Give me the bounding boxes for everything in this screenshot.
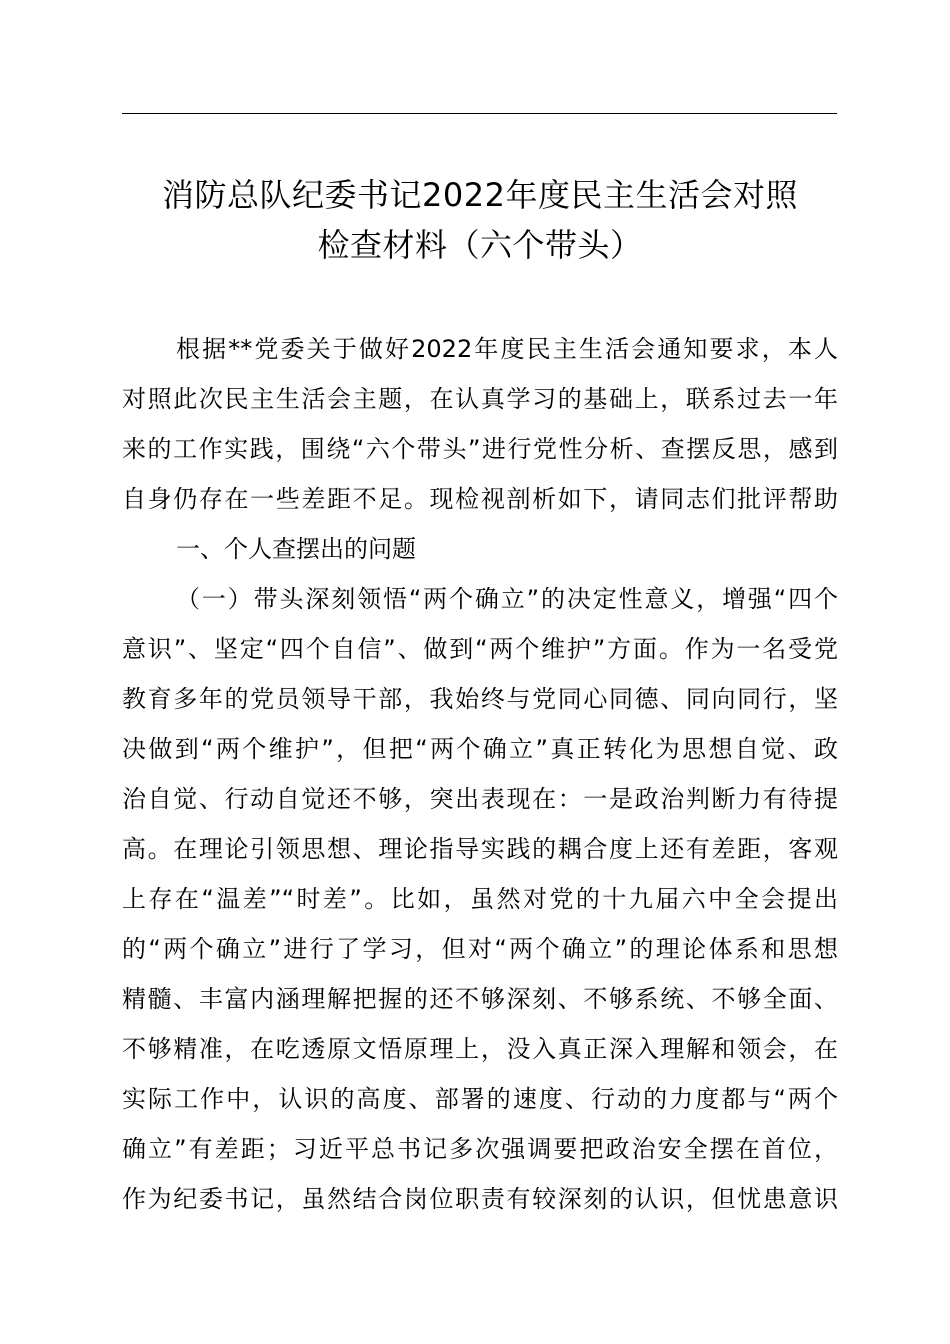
paragraph-2-line-13: 作为纪委书记，虽然结合岗位职责有较深刻的认识，但忧患意识	[122, 1185, 838, 1213]
paragraph-1-line-1: 根据**党委关于做好2022年度民主生活会通知要求，本人	[176, 335, 838, 363]
title-line-1: 消防总队纪委书记2022年度民主生活会对照	[162, 176, 798, 214]
paragraph-2-line-2: 意识”、坚定“四个自信”、做到“两个维护”方面。作为一名受党	[122, 635, 838, 663]
paragraph-2-line-8: 的“两个确立”进行了学习，但对“两个确立”的理论体系和思想	[122, 935, 838, 963]
paragraph-2-line-1: （一）带头深刻领悟“两个确立”的决定性意义，增强“四个	[176, 585, 838, 613]
paragraph-2-line-10: 不够精准，在吃透原文悟原理上，没入真正深入理解和领会，在	[122, 1035, 838, 1063]
paragraph-2-line-4: 决做到“两个维护”，但把“两个确立”真正转化为思想自觉、政	[122, 735, 838, 763]
document-body	[122, 324, 838, 1224]
paragraph-2-line-9: 精髓、丰富内涵理解把握的还不够深刻、不够系统、不够全面、	[122, 985, 838, 1013]
header-rule	[122, 113, 837, 114]
paragraph-2-line-12: 确立”有差距；习近平总书记多次强调要把政治安全摆在首位，	[122, 1135, 838, 1163]
paragraph-2-line-7: 上存在“温差”“时差”。比如，虽然对党的十九届六中全会提出	[122, 885, 838, 913]
document-title	[100, 170, 860, 270]
paragraph-2-line-5: 治自觉、行动自觉还不够，突出表现在：一是政治判断力有待提	[122, 785, 838, 813]
paragraph-1-line-2: 对照此次民主生活会主题，在认真学习的基础上，联系过去一年	[122, 385, 838, 413]
title-line-2: 检查材料（六个带头）	[317, 226, 643, 264]
paragraph-2-line-11: 实际工作中，认识的高度、部署的速度、行动的力度都与“两个	[122, 1085, 838, 1113]
paragraph-2-line-3: 教育多年的党员领导干部，我始终与党同心同德、同向同行，坚	[122, 685, 838, 713]
paragraph-1-line-3: 来的工作实践，围绕“六个带头”进行党性分析、查摆反思，感到	[122, 435, 838, 463]
paragraph-1-line-4: 自身仍存在一些差距不足。现检视剖析如下，请同志们批评帮助	[122, 485, 838, 513]
section-heading-1: 一、个人查摆出的问题	[176, 535, 416, 563]
paragraph-2-line-6: 高。在理论引领思想、理论指导实践的耦合度上还有差距，客观	[122, 835, 838, 863]
